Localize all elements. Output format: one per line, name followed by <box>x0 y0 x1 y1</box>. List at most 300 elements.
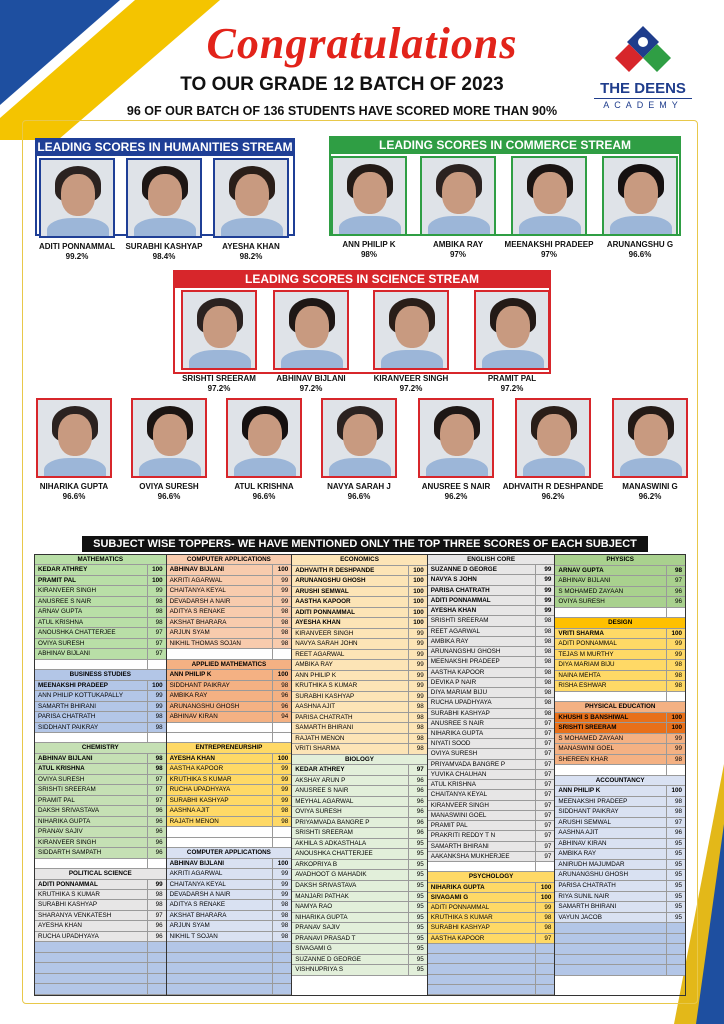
table-row <box>292 765 427 776</box>
subject-header <box>428 872 555 882</box>
student-name-cell: NAMYA RAO <box>295 903 333 911</box>
score-cell: 98 <box>666 566 685 576</box>
table-row <box>35 911 166 921</box>
score-cell: 99 <box>272 796 291 805</box>
student-name-cell: TEJAS M MURTHY <box>558 650 614 658</box>
score-cell: 97 <box>147 639 166 648</box>
student-name-cell <box>35 859 147 868</box>
student-name-cell <box>555 692 666 702</box>
student-name-cell: PRIYAMVADA BANGRE P <box>295 818 370 826</box>
table-row <box>292 660 427 671</box>
score-cell: 100 <box>408 566 427 576</box>
table-row <box>35 607 166 617</box>
score-cell: 95 <box>666 881 685 891</box>
student-name-cell: ATUL KRISHNA <box>430 781 476 789</box>
score-cell: 98 <box>666 660 685 670</box>
score-cell: 95 <box>408 881 427 891</box>
student-photo <box>131 398 207 478</box>
student-name: AYESHA KHAN <box>222 242 280 251</box>
student-name-cell: SURABHI KASHYAP <box>430 924 490 932</box>
score-cell: 98 <box>147 900 166 909</box>
student-name-cell: SAMARTH BHIRANI <box>295 724 354 732</box>
table-row <box>167 932 292 942</box>
score-cell: 97 <box>666 576 685 586</box>
score-cell: 98 <box>272 618 291 627</box>
student-name-cell <box>555 608 666 618</box>
score-cell <box>666 765 685 775</box>
student-name-score <box>595 482 705 502</box>
student-name-cell <box>428 862 536 871</box>
table-row <box>35 880 166 890</box>
subject-name: PSYCHOLOGY <box>468 873 514 881</box>
table-row <box>428 903 555 913</box>
subject-name: MATHEMATICS <box>77 556 124 563</box>
table-row <box>428 811 555 821</box>
table-row <box>167 733 292 743</box>
student-score: 96.6% <box>62 492 86 501</box>
table-row <box>555 870 685 881</box>
table-row <box>292 839 427 850</box>
student-name-cell: RISHA ESHWAR <box>558 682 607 690</box>
table-row <box>167 806 292 816</box>
table-row <box>35 712 166 722</box>
student-name: OVIYA SURESH <box>139 482 199 491</box>
score-cell: 98 <box>535 709 554 718</box>
table-row <box>292 818 427 829</box>
score-cell: 96 <box>408 797 427 807</box>
student-score: 98.4% <box>152 252 176 261</box>
table-row <box>555 723 685 734</box>
student-name-cell: NAVYA S JOHN <box>430 576 477 584</box>
student-name-cell: AMBIKA RAY <box>558 850 597 858</box>
table-row <box>292 797 427 808</box>
student-name-cell: CHAITANYA KEYAL <box>169 587 226 595</box>
subject-name: APPLIED MATHEMATICS <box>191 660 267 668</box>
score-cell: 100 <box>408 576 427 586</box>
student-name-score <box>209 482 319 502</box>
score-cell: 100 <box>147 576 166 585</box>
student-name-cell: MEENAKSHI PRADEEP <box>430 658 500 666</box>
score-cell: 98 <box>272 639 291 648</box>
score-cell: 100 <box>408 618 427 628</box>
table-row <box>292 650 427 661</box>
student-score: 96.6% <box>157 492 181 501</box>
table-row <box>292 618 427 629</box>
student-name-cell: ADHVAITH R DESHPANDE <box>295 566 375 574</box>
score-cell <box>666 955 685 965</box>
table-row <box>428 698 555 708</box>
score-cell: 99 <box>535 596 554 605</box>
student-name: ADHVAITH R DESHPANDE <box>502 482 604 491</box>
table-row <box>428 975 555 985</box>
student-name-cell: DEVADARSH A NAIR <box>169 597 231 605</box>
table-row <box>555 639 685 650</box>
student-name-cell: NAVYA SARAH JOHN <box>295 640 358 648</box>
student-photo <box>602 156 678 236</box>
student-name-cell: ABHINAV BIJLANI <box>38 650 91 658</box>
student-name-cell: SIDDHANT PAIKRAY <box>38 723 99 731</box>
table-row <box>167 723 292 733</box>
student-name-cell: AAKANKSHA MUKHERJEE <box>430 852 510 860</box>
student-name-cell: ANN PHILIP K <box>169 671 212 679</box>
subject-name: COMPUTER APPLICATIONS <box>186 849 271 857</box>
table-row <box>555 849 685 860</box>
student-name-cell: NIKHIL T SOJAN <box>169 932 218 940</box>
score-cell: 99 <box>408 650 427 660</box>
student-name-cell: ADITI PONNAMMAL <box>295 608 356 616</box>
table-row <box>167 953 292 963</box>
student-name-cell: AMBIKA RAY <box>430 637 469 645</box>
subject-header <box>35 869 166 879</box>
student-name-cell: KRUTHIKA S KUMAR <box>295 682 358 690</box>
table-row <box>35 586 166 596</box>
score-cell: 99 <box>272 586 291 595</box>
student-name-cell <box>35 963 147 972</box>
table-row <box>292 608 427 619</box>
score-cell: 97 <box>147 911 166 920</box>
subject-header <box>35 743 166 753</box>
student-name-cell: ANUSREE S NAIR <box>430 719 484 727</box>
student-photo <box>321 398 397 478</box>
table-row <box>292 776 427 787</box>
table-row <box>292 597 427 608</box>
table-row <box>428 678 555 688</box>
student-name-cell: DIYA MARIAM BIJU <box>558 661 615 669</box>
student-name-cell: SUZANNE D GEORGE <box>295 955 361 963</box>
student-name-cell: ANN PHILIP K <box>558 787 601 795</box>
table-row <box>35 963 166 973</box>
student-name-cell: ADITI PONNAMMAL <box>558 640 617 648</box>
student-name-cell: MANASWINI GOEL <box>430 811 487 819</box>
score-cell: 100 <box>666 786 685 796</box>
student-score: 96.6% <box>252 492 276 501</box>
student-name-cell <box>555 955 666 965</box>
student-name-cell: ARNAV GUPTA <box>38 608 83 616</box>
table-row <box>292 934 427 945</box>
student-name-cell: NIYATI SOOD <box>430 740 471 748</box>
score-cell: 98 <box>408 702 427 712</box>
score-cell: 99 <box>666 734 685 744</box>
student-name-score <box>19 482 129 502</box>
student-name-cell: VRITI SHARMA <box>295 745 340 753</box>
student-name-cell: ARUSHI SEMWAL <box>558 818 611 826</box>
table-row <box>428 821 555 831</box>
student-name-cell: SURABHI KASHYAP <box>430 709 490 717</box>
score-cell: 97 <box>147 649 166 658</box>
student-name-cell: ARNAV GUPTA <box>558 566 604 574</box>
score-cell: 100 <box>272 670 291 679</box>
table-row <box>555 934 685 945</box>
table-row <box>35 984 166 994</box>
table-row <box>35 639 166 649</box>
table-row <box>167 565 292 575</box>
score-cell: 98 <box>272 932 291 941</box>
student-name-cell <box>167 984 273 993</box>
score-cell: 98 <box>408 713 427 723</box>
score-cell: 95 <box>666 902 685 912</box>
student-name-cell: NIHARIKA GUPTA <box>430 729 484 737</box>
table-row <box>292 692 427 703</box>
table-row <box>428 616 555 626</box>
student-photo <box>373 290 449 370</box>
score-cell <box>666 965 685 975</box>
score-cell: 97 <box>535 729 554 738</box>
table-row <box>428 575 555 585</box>
table-row <box>555 629 685 640</box>
student-name-cell <box>167 974 273 983</box>
student-name-cell <box>167 827 273 836</box>
student-score: 96.2% <box>541 492 565 501</box>
table-row <box>428 586 555 596</box>
table-row <box>555 860 685 871</box>
table-row <box>292 671 427 682</box>
student-name-cell: PRAMIT PAL <box>38 796 75 804</box>
student-name-cell <box>35 974 147 983</box>
score-cell: 99 <box>272 576 291 585</box>
student-name-cell: PRANAV SAJIV <box>38 828 83 836</box>
subject-name: PHYSICS <box>606 556 635 563</box>
score-cell: 98 <box>666 755 685 765</box>
table-row <box>35 597 166 607</box>
subject-header <box>167 743 292 753</box>
score-cell <box>272 953 291 962</box>
table-row <box>292 734 427 745</box>
subject-header <box>555 702 685 713</box>
score-cell: 95 <box>666 913 685 923</box>
student-name-score <box>457 374 567 394</box>
table-row <box>428 565 555 575</box>
score-cell: 98 <box>535 657 554 666</box>
score-cell: 97 <box>666 818 685 828</box>
table-row <box>428 749 555 759</box>
score-cell: 95 <box>408 849 427 859</box>
score-cell: 95 <box>408 944 427 954</box>
score-cell: 98 <box>272 806 291 815</box>
student-name-cell: KHUSHI S BANSHIWAL <box>558 713 629 721</box>
table-row <box>167 712 292 722</box>
score-cell: 100 <box>272 565 291 574</box>
score-cell: 95 <box>408 965 427 975</box>
score-cell: 99 <box>408 639 427 649</box>
score-cell <box>666 692 685 702</box>
student-score: 97% <box>540 250 557 259</box>
score-cell: 94 <box>272 712 291 721</box>
student-name: KIRANVEER SINGH <box>373 374 449 383</box>
student-name-score <box>498 482 608 502</box>
student-photo <box>612 398 688 478</box>
score-cell: 95 <box>408 934 427 944</box>
score-cell: 99 <box>272 880 291 889</box>
score-cell: 95 <box>666 892 685 902</box>
score-cell <box>147 963 166 972</box>
student-name-cell: ADITI PONNAMMAL <box>38 880 98 888</box>
subject-toppers-table <box>34 554 686 996</box>
score-cell: 96 <box>147 932 166 941</box>
score-cell: 95 <box>666 839 685 849</box>
student-name-cell: ABHINAV BIJLANI <box>169 566 225 574</box>
score-cell <box>272 963 291 972</box>
subject-header <box>555 776 685 787</box>
student-name-cell <box>167 723 273 732</box>
subject-header <box>292 755 427 766</box>
student-name-cell: DAKSH SRIVASTAVA <box>38 807 100 815</box>
score-cell: 98 <box>535 678 554 687</box>
student-name-cell: OVIYA SURESH <box>38 639 85 647</box>
student-name-cell: NAINA MEHTA <box>558 671 601 679</box>
student-name: SURABHI KASHYAP <box>125 242 203 251</box>
student-name-cell: ANN PHILIP K <box>295 671 337 679</box>
student-name-cell: OVIYA SURESH <box>295 808 342 816</box>
table-row <box>292 955 427 966</box>
table-row <box>428 606 555 616</box>
student-name-cell: ABHINAV BIJLANI <box>38 754 93 762</box>
student-name-score <box>356 374 466 394</box>
score-cell: 96 <box>408 786 427 796</box>
table-row <box>35 628 166 638</box>
subject-name: BUSINESS STUDIES <box>69 671 131 679</box>
student-name-cell: ABHINAV BIJLANI <box>169 859 225 867</box>
table-row <box>35 953 166 963</box>
score-cell: 98 <box>272 681 291 690</box>
score-cell: 97 <box>535 801 554 810</box>
student-name-cell: AMBIKA RAY <box>169 692 208 700</box>
table-row <box>167 670 292 680</box>
score-cell: 99 <box>147 586 166 595</box>
table-row <box>35 827 166 837</box>
score-cell: 99 <box>272 775 291 784</box>
student-name-cell: AKSHAY ARUN P <box>295 776 346 784</box>
student-name-cell: PRAMIT PAL <box>430 822 468 830</box>
student-name-score <box>114 482 224 502</box>
student-name-cell <box>428 954 536 963</box>
score-cell: 100 <box>272 754 291 763</box>
score-cell: 95 <box>408 913 427 923</box>
table-row <box>292 860 427 871</box>
student-name-cell: SRISHTI SREERAM <box>295 829 353 837</box>
table-row <box>428 596 555 606</box>
score-cell: 98 <box>272 817 291 826</box>
student-name-cell: ARUNANGSHU GHOSH <box>558 871 629 879</box>
student-name: ABHINAV BIJLANI <box>276 374 346 383</box>
table-row <box>428 780 555 790</box>
score-cell <box>272 723 291 732</box>
score-cell: 95 <box>408 892 427 902</box>
score-cell: 96 <box>666 597 685 607</box>
student-score: 98.2% <box>239 252 263 261</box>
score-cell <box>147 942 166 951</box>
score-cell <box>147 859 166 868</box>
score-cell: 99 <box>666 639 685 649</box>
score-cell <box>147 984 166 993</box>
table-row <box>428 842 555 852</box>
score-cell: 100 <box>408 597 427 607</box>
table-row <box>292 702 427 713</box>
student-name-cell <box>35 953 147 962</box>
student-score: 96.6% <box>347 492 371 501</box>
score-cell: 99 <box>535 586 554 595</box>
table-row <box>35 900 166 910</box>
student-name-cell: ANOUSHKA CHATTERJEE <box>295 850 373 858</box>
table-row <box>428 729 555 739</box>
student-name-cell: PARISA CHATRATH <box>558 881 616 889</box>
student-name-cell: ATUL KRISHNA <box>38 765 85 773</box>
score-cell: 99 <box>147 691 166 700</box>
subject-header <box>167 555 292 565</box>
student-score: 96.2% <box>638 492 662 501</box>
table-row <box>35 691 166 701</box>
score-cell: 100 <box>535 883 554 892</box>
score-cell <box>272 733 291 742</box>
table-row <box>35 932 166 942</box>
table-row <box>555 807 685 818</box>
table-row <box>428 831 555 841</box>
student-score: 98% <box>360 250 377 259</box>
score-cell <box>666 944 685 954</box>
score-cell: 98 <box>535 923 554 932</box>
table-row <box>428 709 555 719</box>
score-cell <box>535 985 554 994</box>
student-name-cell: AASHNA AJIT <box>558 829 599 837</box>
table-row <box>428 934 555 944</box>
score-cell: 99 <box>272 869 291 878</box>
score-cell: 96 <box>408 776 427 786</box>
score-cell: 97 <box>147 796 166 805</box>
student-name-cell: MEENAKSHI PRADEEP <box>558 797 628 805</box>
student-name-cell: NIHARIKA GUPTA <box>430 883 485 891</box>
student-name-cell: SRISHTI SREERAM <box>558 724 617 732</box>
student-name-cell: DEVADARSH A NAIR <box>169 891 231 898</box>
student-name-cell: ARUSHI SEMWAL <box>295 587 349 595</box>
table-row <box>167 702 292 712</box>
score-cell: 95 <box>666 849 685 859</box>
table-row <box>167 859 292 869</box>
student-name-cell: MANJARI PATHAK <box>295 892 349 900</box>
table-row <box>167 911 292 921</box>
student-name-cell: ARJUN SYAM <box>169 629 210 637</box>
student-name-cell: ANN PHILIP KOTTUKAPALLY <box>38 692 124 700</box>
table-column <box>292 555 428 995</box>
student-name-cell: DAKSH SRIVASTAVA <box>295 881 357 889</box>
table-row <box>555 681 685 692</box>
student-name-cell: ARUNANGSHU GHOSH <box>295 577 366 585</box>
table-column <box>35 555 167 995</box>
student-name-cell <box>167 953 273 962</box>
table-row <box>428 893 555 903</box>
table-row <box>555 913 685 924</box>
student-name-cell <box>555 765 666 775</box>
student-name-cell <box>167 838 273 847</box>
student-name-cell: AASHNA AJIT <box>295 703 336 711</box>
score-cell: 98 <box>147 607 166 616</box>
student-name-cell: PRANAV SAJIV <box>295 924 340 932</box>
student-score: 96.6% <box>628 250 652 259</box>
student-name-cell: ARUNANGSHU GHOSH <box>169 702 240 710</box>
student-name-cell <box>35 942 147 951</box>
table-row <box>428 883 555 893</box>
table-column <box>167 555 293 995</box>
table-row <box>167 963 292 973</box>
table-column <box>428 555 556 995</box>
student-photo <box>273 290 349 370</box>
score-cell: 98 <box>272 921 291 930</box>
student-photo <box>226 398 302 478</box>
student-name-cell: ARUNANGSHU GHOSH <box>430 648 501 656</box>
table-row <box>428 944 555 954</box>
subject-name: ACCOUNTANCY <box>595 776 645 784</box>
table-row <box>292 923 427 934</box>
score-cell: 97 <box>535 760 554 769</box>
score-cell <box>272 838 291 847</box>
